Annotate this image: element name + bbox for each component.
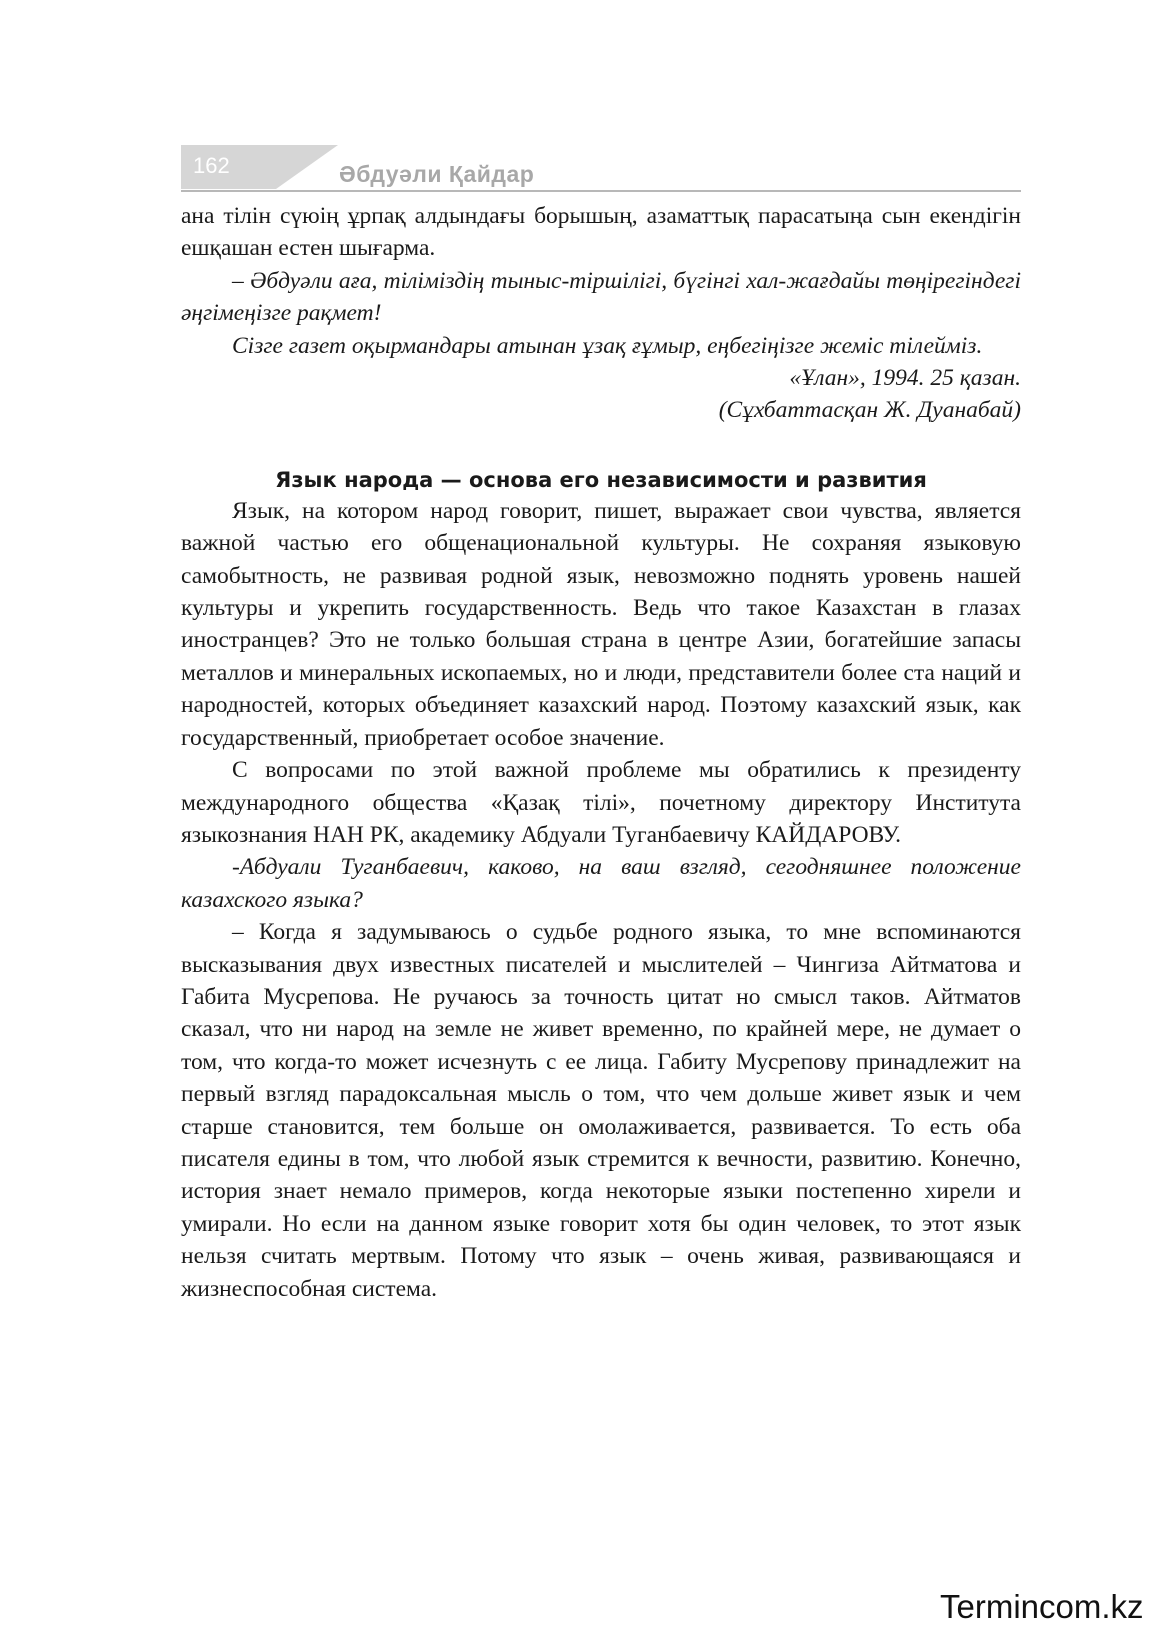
running-title: Әбдуәли Қайдар xyxy=(339,161,535,187)
interviewer-credit: (Сұхбаттасқан Ж. Дуанабай) xyxy=(718,397,1021,424)
article-title: Язык народа — основа его независимости и развития xyxy=(275,467,927,492)
article-intro-paragraph: Язык, на котором народ говорит, пишет, выражает свои чувства, является важной частью его общенациональной культуры. Не сохраняя языковую самобытность, не развивая родной язык, невозможно поднять уровень нашей культуры и укрепить государственность. Ведь что такое Казахстан в глазах иностранцев? Это не только большая страна в центре Азии, богатейшие запасы металлов и минеральных ископаемых, но и люди, представители более ста наций и народностей, которых объединяет казахский народ. Поэтому казахский язык, как государственный, приобретает особое значение. xyxy=(181,497,1021,751)
interview-answer: – Когда я задумываюсь о судьбе родного языка, то мне вспоминаются высказывания двух известных писателей и мыслителей – Чингиза Айтматова и Габита Мусрепова. Не ручаюсь за точность цитат но смысл таков. Айтматов сказал, что ни народ на земле не живет временно, по крайней мере, не думает о том, что когда-то может исчезнуть с ее лица. Габиту Мусрепову принадлежит на первый взгляд парадоксальная мысль о том, что чем дольше живет язык и чем старше становится, тем больше он омолаживается, развивается. То есть оба писателя едины в том, что любой язык стремится к вечности, развитию. Конечно, история знает немало примеров, когда некоторые языки постепенно хирели и умирали. Но если на данном языке говорит хотя бы один человек, то этот язык нельзя считать мертвым. Потому что язык – очень живая, развивающаяся и жизнеспособная система. xyxy=(181,919,1021,1302)
interview-question: -Абдуали Туганбаевич, каково, на ваш взгляд, сегодняшнее положение казахского языка? xyxy=(181,854,1021,913)
kazakh-thanks-paragraph: – Әбдуәли аға, тіліміздің тыныс-тіршілігі, бүгінгі хал-жағдайы төңірегіндегі әңгімеңізге рақмет! xyxy=(181,267,1021,327)
source-citation: «Ұлан», 1994. 25 қазан. xyxy=(789,365,1021,392)
kazakh-wishes-paragraph: Сізге газет оқырмандары атынан ұзақ ғұмыр, еңбегіңізге жеміс тілейміз. xyxy=(232,332,983,359)
watermark-text: Termincom.kz xyxy=(940,1588,1144,1625)
page-header xyxy=(181,145,1021,193)
header-rule xyxy=(181,190,1021,192)
page-number-tab xyxy=(181,145,276,189)
article-context-paragraph: С вопросами по этой важной проблеме мы обратились к президенту международного общества «Қазақ тілі», почетному директору Института языкознания НАН РК, академику Абдуали Туганбаевичу КАЙДАРОВУ. xyxy=(181,757,1021,848)
site-watermark-logo xyxy=(940,1588,1144,1626)
kazakh-paragraph: ана тілін сүюің ұрпақ алдындағы борышың, азаматтық парасатыңа сын екендігін ешқашан естен шығарма. xyxy=(181,203,1021,262)
page-number: 162 xyxy=(193,153,230,178)
page-tab-wedge xyxy=(276,145,338,189)
page-body xyxy=(181,200,1021,1305)
